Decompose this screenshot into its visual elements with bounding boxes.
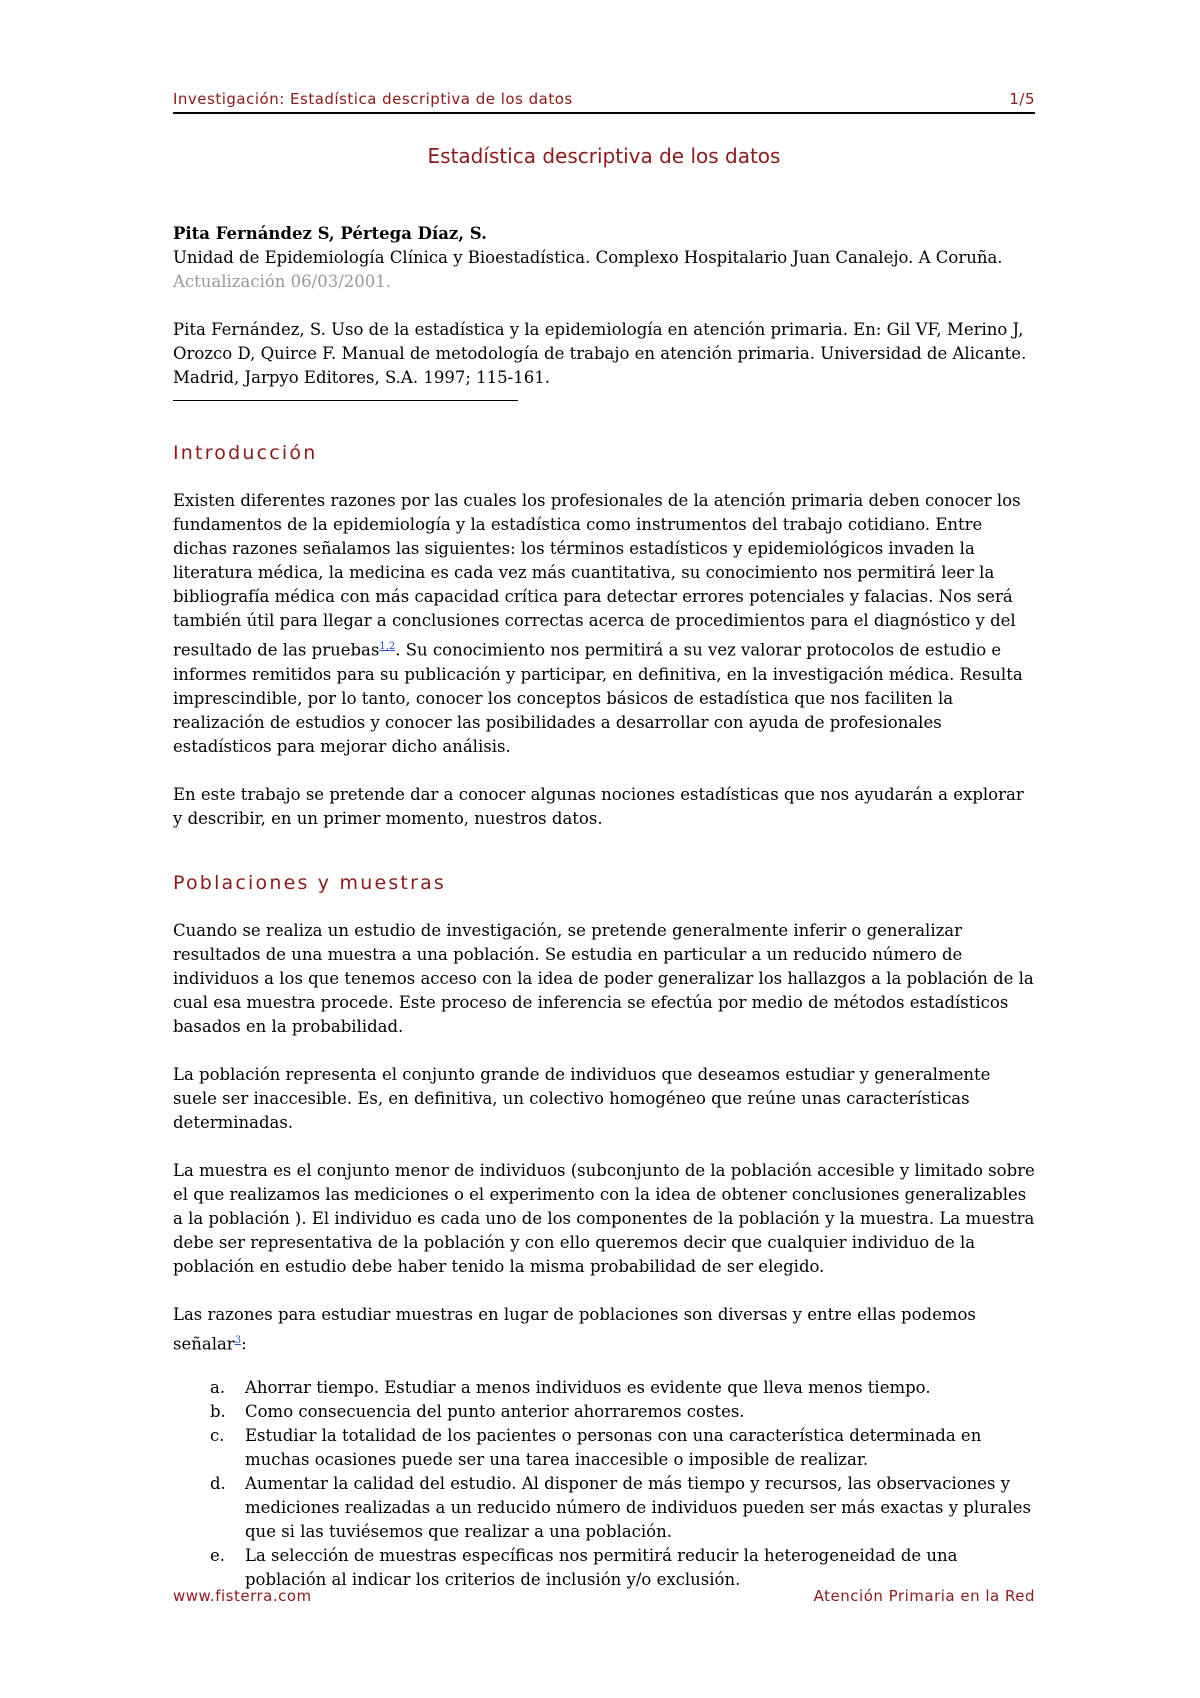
paragraph: La muestra es el conjunto menor de individuos (subconjunto de la población accesible y limitado sobre el que realizamos las mediciones o el experimento con la idea de obtener conclusiones generalizables a la población ). El individuo es cada uno de los componentes de la población y la muestra. La muestra debe ser representativa de la población y con ello queremos decir que cualquier individuo de la población en estudio debe haber tenido la misma probabilidad de ser elegido. — [173, 1160, 1035, 1276]
paragraph: En este trabajo se pretende dar a conocer algunas nociones estadísticas que nos ayudarán a explorar y describir, en un primer momento, nuestros datos. — [173, 784, 1024, 828]
document-title: Estadística descriptiva de los datos — [427, 144, 781, 168]
paragraph: Cuando se realiza un estudio de investigación, se pretende generalmente inferir o generalizar resultados de una muestra a una población. Se estudia en particular a un reducido número de individuos a los que tenemos acceso con la idea de poder generalizar los hallazgos a la población de la cual esa muestra procede. Este proceso de inferencia se efectúa por medio de métodos estadísticos basados en la probabilidad. — [173, 920, 1034, 1036]
citation: Pita Fernández, S. Uso de la estadística y la epidemiología en atención primaria. En: Gil VF, Merino J, Orozco D, Quirce F. Manual de metodología de trabajo en atención primaria. Universidad de Alicante. Madrid, Jarpyo Editores, S.A. 1997; 115-161. — [173, 320, 1027, 387]
section-heading-introduccion: Introducción — [173, 442, 318, 464]
list-item: d. Aumentar la calidad del estudio. Al disponer de más tiempo y recursos, las observaciones y mediciones realizadas a un reducido número de individuos pueden ser más exactas y plurales que si las tuviésemos que realizar a una población. — [210, 1474, 1031, 1541]
divider — [173, 400, 518, 401]
paragraph: La población representa el conjunto grande de individuos que deseamos estudiar y generalmente suele ser inaccesible. Es, en definitiva, un colectivo homogéneo que reúne unas características determinadas. — [173, 1064, 991, 1132]
running-header — [173, 90, 1035, 114]
reference-link[interactable]: 1,2 — [379, 641, 396, 652]
footer-site: www.fisterra.com — [173, 1587, 312, 1605]
header-title: Investigación: Estadística descriptiva de los datos — [173, 90, 573, 108]
reasons-list — [173, 1376, 1035, 1592]
footer-tagline: Atención Primaria en la Red — [813, 1587, 1035, 1605]
paragraph: Las razones para estudiar muestras en lugar de poblaciones son diversas y entre ellas podemos señalar$^3$: — [173, 1304, 976, 1353]
authors: Pita Fernández S, Pértega Díaz, S. — [173, 224, 487, 243]
list-item: b. Como consecuencia del punto anterior ahorraremos costes. — [210, 1402, 745, 1421]
page-number: 1/5 — [1009, 90, 1035, 108]
reference-link[interactable]: 3 — [234, 1334, 242, 1346]
affiliation: Unidad de Epidemiología Clínica y Bioestadística. Complexo Hospitalario Juan Canalejo. A Coruña. — [173, 248, 1003, 267]
list-item: e. La selección de muestras específicas nos permitirá reducir la heterogeneidad de una población al indicar los criterios de inclusión y/o exclusión. — [210, 1546, 958, 1589]
section-heading-poblaciones: Poblaciones y muestras — [173, 871, 447, 894]
update-date: Actualización 06/03/2001. — [173, 272, 392, 291]
paragraph: Existen diferentes razones por las cuales los profesionales de la atención primaria deben conocer los fundamentos de la epidemiología y la estadística como instrumentos del trabajo cotidiano. Entre dichas razones señalamos las siguientes: los términos estadísticos y epidemiológicos invaden la literatura médica, la medicina es cada vez más cuantitativa, su conocimiento nos permitirá leer la bibliografía médica con más capacidad crítica para detectar errores potenciales y falacias. Nos será también útil para llegar a conclusiones correctas acerca de procedimientos para el diagnóstico y del resultado de las pruebas$^{1,2}$. Su conocimiento nos permitirá a su vez valorar protocolos de estudio e informes remitidos para su publicación y participar, en definitiva, en la investigación médica. Resulta imprescindible, por lo tanto, conocer los conceptos básicos de estadística que nos faciliten la realización de estudios y conocer las posibilidades a desarrollar con ayuda de profesionales estadísticos para mejorar dicho análisis. — [173, 491, 1023, 756]
document-body — [173, 222, 1035, 1592]
list-item: a. Ahorrar tiempo. Estudiar a menos individuos es evidente que lleva menos tiempo. — [210, 1378, 931, 1397]
list-item: c. Estudiar la totalidad de los pacientes o personas con una característica determinada en muchas ocasiones puede ser una tarea inaccesible o imposible de realizar. — [210, 1426, 982, 1469]
